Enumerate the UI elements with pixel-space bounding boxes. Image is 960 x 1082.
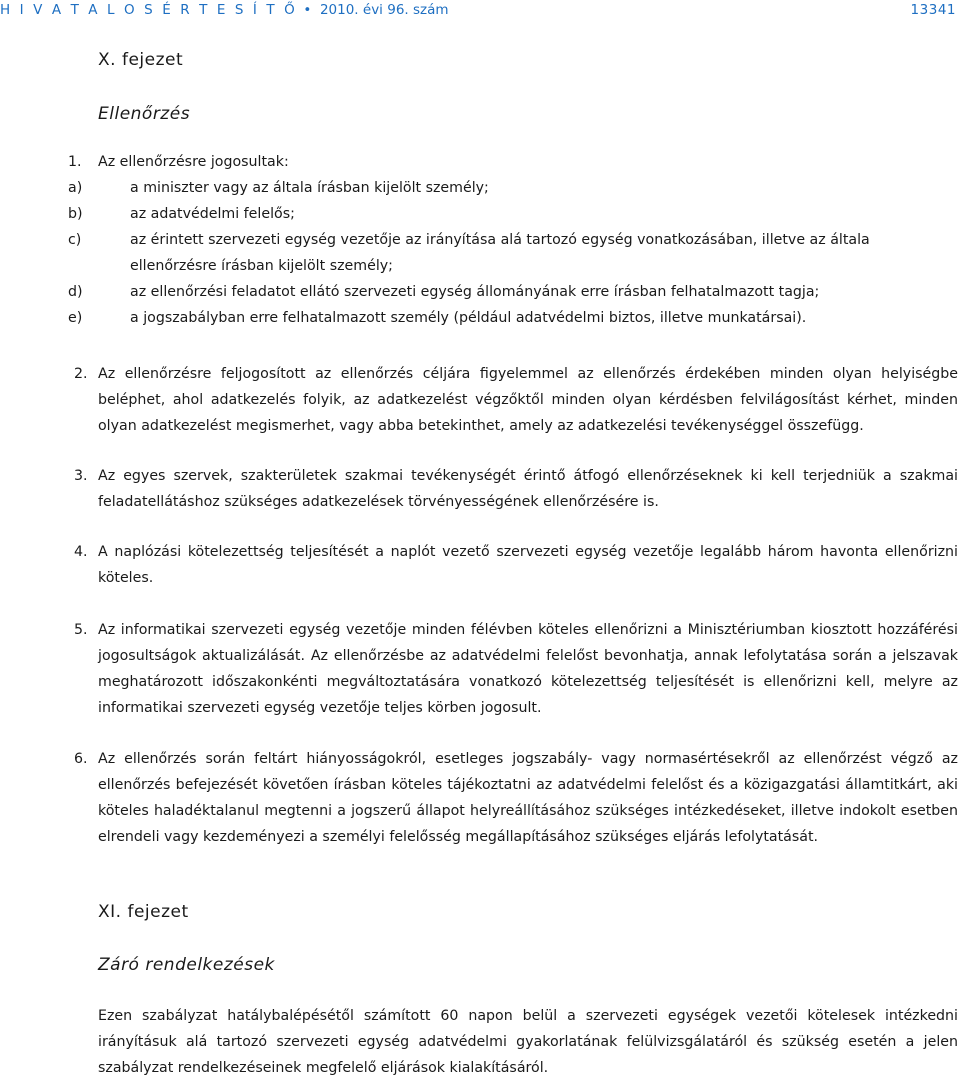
item-1-list xyxy=(68,149,958,331)
paragraph-number: 3. xyxy=(74,468,88,484)
paragraph-number: 2. xyxy=(74,366,88,382)
header-bullet: • xyxy=(303,2,314,18)
paragraph-text: Az ellenőrzésre feljogosított az ellenőrzés céljára figyelemmel az ellenőrzés érdekében minden olyan helyiségbe beléphet, ahol adatkezelés folyik, az adatkezelést végzőktől minden olyan kérdésben felvilágosítást kérhet, minden olyan adatkezelést megismerhet, vagy abba betekinthet, amely az adatkezelési tevékenységgel összefügg. xyxy=(98,366,958,434)
list-item-text: az érintett szervezeti egység vezetője az irányítása alá tartozó egység vonatkozásában, illetve az általa ellenőrzésre írásban kijelölt személy; xyxy=(130,232,870,274)
chapter-xi-subtitle: Záró rendelkezések xyxy=(98,955,275,975)
paragraph-3 xyxy=(74,463,958,515)
chapter-xi-title: XI. fejezet xyxy=(98,902,189,922)
paragraph-number: 6. xyxy=(74,751,88,767)
paragraph-number: 4. xyxy=(74,544,88,560)
list-item-text: a miniszter vagy az általa írásban kijelölt személy; xyxy=(130,180,489,196)
paragraph-2 xyxy=(74,361,958,439)
page-number: 13341 xyxy=(910,2,956,18)
paragraph-6 xyxy=(74,746,958,850)
list-item-text: a jogszabályban erre felhatalmazott személy (például adatvédelmi biztos, illetve munkatársai). xyxy=(130,310,807,326)
list-item-label: b) xyxy=(68,206,83,222)
issue-label: 2010. évi 96. szám xyxy=(319,2,449,18)
publication-header xyxy=(0,0,449,20)
paragraph-text: Az informatikai szervezeti egység vezetője minden félévben köteles ellenőrizni a Minisztériumban kiosztott hozzáférési jogosultságok aktualizálását. Az ellenőrzésbe az adatvédelmi felelőst bevonhatja, annak lefolytatása során a jelszavak meghatározott időszakonkénti megváltoztatására vonatkozó kötelezettség teljesítését is ellenőrizni kell, melyre az informatikai szervezeti egység vezetője teljes körben jogosult. xyxy=(98,622,958,716)
item-1-number: 1. xyxy=(68,154,82,170)
paragraph-text: Az ellenőrzés során feltárt hiányosságokról, esetleges jogszabály- vagy normasértésekről az ellenőrzést végző az ellenőrzés befejezését követően írásban köteles tájékoztatni az adatvédelmi felelőst és a közigazgatási államtitkárt, aki köteles haladéktalanul megtenni a jogszerű állapot helyreállításához szükséges intézkedéseket, illetve indokolt esetben elrendeli vagy kezdeményezi a személyi felelősség megállapításához szükséges eljárás lefolytatását. xyxy=(98,751,958,845)
list-item xyxy=(68,305,958,331)
paragraph-text: Az egyes szervek, szakterületek szakmai tevékenységét érintő átfogó ellenőrzéseknek ki kell terjedniük a szakmai feladatellátáshoz szükséges adatkezelések törvényességének ellenőrzésére is. xyxy=(98,468,958,510)
list-item xyxy=(68,227,958,279)
list-item xyxy=(68,279,958,305)
list-item-label: d) xyxy=(68,284,83,300)
chapter-x-title: X. fejezet xyxy=(98,50,184,70)
list-item xyxy=(68,201,958,227)
list-item-text: az adatvédelmi felelős; xyxy=(130,206,295,222)
list-item-text: az ellenőrzési feladatot ellátó szervezeti egység állományának erre írásban felhatalmazott tagja; xyxy=(130,284,820,300)
paragraph-number: 5. xyxy=(74,622,88,638)
list-item-label: c) xyxy=(68,232,82,248)
paragraph-5 xyxy=(74,617,958,721)
list-item-label: a) xyxy=(68,180,83,196)
paragraph-4 xyxy=(74,539,958,591)
item-1-intro: Az ellenőrzésre jogosultak: xyxy=(98,154,289,170)
chapter-x-subtitle: Ellenőrzés xyxy=(98,104,191,124)
paragraph-text: A naplózási kötelezettség teljesítését a naplót vezető szervezeti egység vezetője legalább három havonta ellenőrizni köteles. xyxy=(98,544,958,586)
closing-paragraph: Ezen szabályzat hatálybalépésétől számított 60 napon belül a szervezeti egységek vezetői kötelesek intézkedni irányításuk alá tartozó szervezeti egység adatvédelmi gyakorlatának felülvizsgálatáról és szükség esetén a jelen szabályzat rendelkezéseinek megfelelő eljárások kialakításáról. xyxy=(98,1008,958,1076)
list-item xyxy=(68,175,958,201)
list-item-label: e) xyxy=(68,310,83,326)
page-header xyxy=(0,0,960,20)
item-1-intro-row xyxy=(68,149,958,175)
publication-name: H I V A T A L O S É R T E S Í T Ő xyxy=(0,2,298,18)
